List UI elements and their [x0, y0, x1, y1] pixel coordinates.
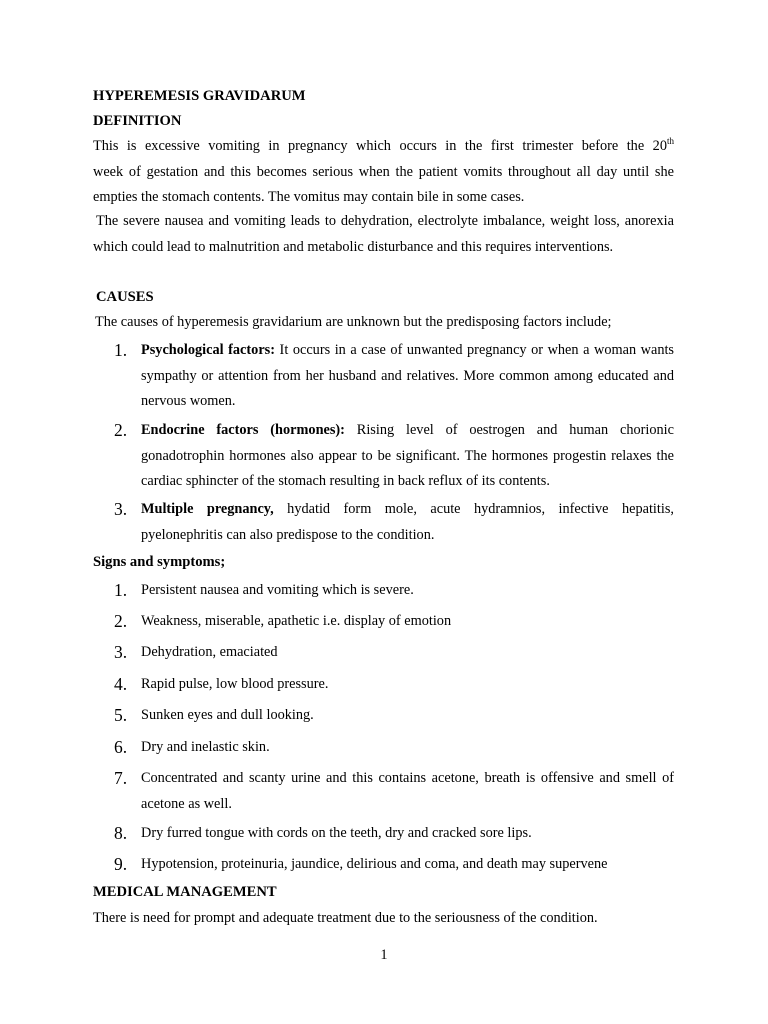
list-item-text: Dry and inelastic skin. — [141, 739, 270, 755]
list-number: 2. — [114, 611, 128, 631]
list-item-rest: Rising level of oestrogen and human chorionic gonadotrophin hormones also appear to be significant. The hormones progestin relaxes the cardiac sphincter of the stomach resulting in back reflux of its contents. — [141, 422, 674, 489]
list-number: 8. — [114, 823, 128, 843]
causes-heading: CAUSES — [96, 289, 154, 305]
list-item-text: Dry furred tongue with cords on the teeth, dry and cracked sore lips. — [141, 825, 532, 841]
list-item-text — [141, 497, 674, 548]
list-item-text — [141, 418, 674, 495]
list-item-text — [141, 338, 674, 415]
definition-paragraph-1 — [93, 134, 674, 211]
list-item-bold: Multiple pregnancy, — [141, 501, 274, 517]
list-item-text: Concentrated and scanty urine and this contains acetone, breath is offensive and smell of acetone as well. — [141, 770, 674, 812]
definition-text-b: week of gestation and this becomes serious when the patient vomits throughout all day until she empties the stomach contents. The vomitus may contain bile in some cases. — [93, 163, 674, 205]
list-number: 7. — [114, 768, 128, 788]
definition-heading: DEFINITION — [93, 113, 182, 129]
list-number: 5. — [114, 705, 128, 725]
definition-text-a: This is excessive vomiting in pregnancy which occurs in the first trimester before the 20 — [93, 138, 667, 154]
causes-intro: The causes of hyperemesis gravidarium are unknown but the predisposing factors include; — [95, 314, 612, 330]
list-number: 1. — [114, 580, 128, 600]
management-heading: MEDICAL MANAGEMENT — [93, 884, 277, 900]
list-item-rest: It occurs in a case of unwanted pregnancy or when a woman wants sympathy or attention from her husband and relatives. More common among educated and nervous women. — [141, 342, 674, 409]
list-item-bold: Psychological factors: — [141, 342, 275, 358]
list-number: 3. — [114, 499, 128, 519]
superscript-th: th — [666, 136, 674, 146]
list-number: 9. — [114, 854, 128, 874]
page-number: 1 — [380, 947, 388, 963]
list-number: 3. — [114, 642, 128, 662]
definition-paragraph-2: The severe nausea and vomiting leads to dehydration, electrolyte imbalance, weight loss, anorexia which could lead to malnutrition and metabolic disturbance and this requires interventions. — [93, 213, 674, 255]
list-number: 2. — [114, 420, 128, 440]
document-title: HYPEREMESIS GRAVIDARUM — [93, 88, 306, 104]
definition-line-1 — [93, 134, 674, 160]
management-text: There is need for prompt and adequate treatment due to the seriousness of the condition. — [93, 910, 598, 926]
list-number: 1. — [114, 340, 128, 360]
signs-heading: Signs and symptoms; — [93, 554, 226, 570]
list-item-text: Persistent nausea and vomiting which is severe. — [141, 582, 414, 598]
list-item-bold: Endocrine factors (hormones): — [141, 422, 345, 438]
list-item-text: Dehydration, emaciated — [141, 644, 278, 660]
list-number: 4. — [114, 674, 128, 694]
list-number: 6. — [114, 737, 128, 757]
list-item-text: Weakness, miserable, apathetic i.e. display of emotion — [141, 613, 452, 629]
list-item-text: Rapid pulse, low blood pressure. — [141, 676, 329, 692]
list-item-rest: hydatid form mole, acute hydramnios, infective hepatitis, pyelonephritis can also predispose to the condition. — [141, 501, 674, 543]
list-item-text: Sunken eyes and dull looking. — [141, 707, 314, 723]
list-item-text: Hypotension, proteinuria, jaundice, delirious and coma, and death may supervene — [141, 856, 608, 872]
